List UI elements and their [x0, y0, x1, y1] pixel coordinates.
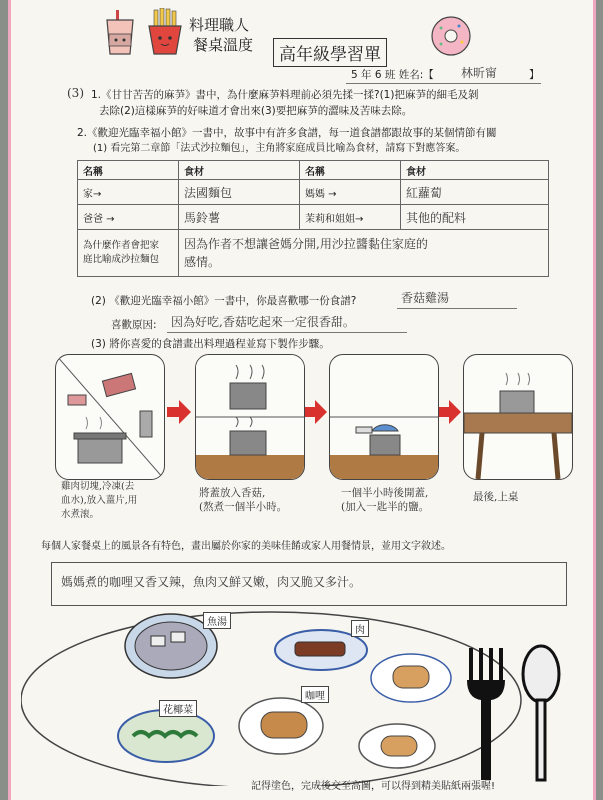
name-underline — [346, 83, 541, 84]
serving-table-drawing — [464, 355, 572, 479]
q1-line-2: 去除(2)這樣麻芛的好味道才會出來(3)要把麻芛的澀味及苦味去除。 — [99, 105, 413, 117]
why-label-cell — [78, 230, 179, 277]
step-caption-3 — [341, 486, 429, 514]
table-cell: 法國麵包 — [179, 180, 300, 205]
q2-sub1: (1) 看完第二章節「法式沙拉麵包」，主角將家庭成員比喻為食材，請寫下對應答案。 — [93, 143, 466, 154]
step-caption-2 — [199, 486, 287, 514]
reason-label: 喜歡原因: — [111, 319, 157, 331]
veg-label: 花椰菜 — [159, 700, 197, 717]
step-caption-4 — [473, 490, 518, 504]
footer-note: 記得塗色，完成後交至高圖，可以得到精美貼紙兩張喔! — [251, 781, 496, 792]
table-cell: 其他的配料 — [401, 205, 549, 230]
worksheet — [8, 0, 596, 800]
q1-score: (3) — [67, 86, 84, 100]
caption-line: (熬煮一個半小時。 — [199, 501, 288, 513]
table-cell: 馬鈴薯 — [179, 205, 300, 230]
why-answer-line: 感情。 — [184, 255, 221, 269]
why-label-line: 庭比喻成沙拉麵包 — [83, 254, 160, 265]
why-label-line: 為什麼作者會把家 — [83, 240, 160, 251]
meat-label: 肉 — [351, 620, 369, 637]
chicken-pot-drawing — [56, 355, 164, 479]
table-cell: 媽媽 → — [300, 180, 401, 205]
table-header: 食材 — [401, 161, 549, 180]
q1-line-1: 1.《甘甘苦苦的麻芛》書中，為什麼麻芛料理前必須先揉一揉?(1)把麻芛的細毛及剝 — [91, 89, 479, 101]
table-header: 名稱 — [78, 161, 179, 180]
donut-icon — [429, 14, 473, 58]
soup-label: 魚湯 — [203, 612, 231, 629]
step-panel-1 — [55, 354, 165, 480]
curry-label: 咖哩 — [301, 686, 329, 703]
page-title: 高年級學習單 — [273, 38, 387, 67]
caption-line: 將蓋放入香菇, — [199, 487, 266, 499]
favorite-recipe-answer: 香菇雞湯 — [401, 291, 450, 305]
q2-sub2: (2) 《歡迎光臨幸福小館》一書中，你最喜歡哪一份食譜? — [91, 295, 357, 307]
table-cell: 茉莉和姐姐→ — [300, 205, 401, 230]
table-header: 名稱 — [300, 161, 401, 180]
caption-line: 水煮滚。 — [61, 509, 100, 520]
pot-salt-drawing — [330, 355, 438, 479]
arrow-right-icon — [439, 400, 461, 424]
why-answer-cell — [179, 230, 549, 277]
q3-prompt: 每個人家餐桌上的風景各有特色，畫出屬於你家的美味佳餚或家人用餐情景，並用文字敘述。 — [41, 541, 451, 552]
table-cell: 爸爸 → — [78, 205, 179, 230]
step-panel-4 — [463, 354, 573, 480]
caption-line: (加入一匙半的鹽。 — [341, 501, 430, 513]
student-name: 林昕甯 — [461, 66, 498, 80]
caption-line: 最後,上桌 — [473, 491, 519, 503]
arrow-right-icon — [167, 400, 191, 424]
q3-answer: 媽媽煮的咖哩又香又辣，魚肉又鮮又嫩，肉又脆又多汁。 — [61, 575, 362, 589]
q2-intro: 2.《歡迎光臨幸福小館》一書中，故事中有許多食譜，每一道食譜都跟故事的某個情節有關 — [77, 127, 497, 139]
favorite-recipe-underline — [397, 308, 517, 309]
step-panel-3 — [329, 354, 439, 480]
caption-line: 雞肉切塊,冷凍(去 — [61, 481, 135, 492]
caption-line: 一個半小時後開蓋, — [341, 487, 429, 499]
name-bracket-close: 】 — [529, 69, 540, 81]
fries-icon — [145, 8, 185, 56]
caption-line: 血水),放入薑片,用 — [61, 495, 138, 506]
pot-with-mushroom-drawing — [196, 355, 304, 479]
q2-sub3: (3) 將你喜愛的食譜畫出料理過程並寫下製作步驟。 — [91, 338, 330, 350]
why-answer-line: 因為作者不想讓爸媽分開,用沙拉醬黏住家庭的 — [184, 237, 428, 251]
brand-line-1: 料理職人 — [189, 16, 250, 34]
arrow-right-icon — [305, 400, 327, 424]
reason-underline — [167, 332, 407, 333]
step-panel-2 — [195, 354, 305, 480]
spoon-icon — [523, 646, 559, 780]
brand-line-2: 餐桌溫度 — [193, 36, 254, 54]
family-ingredient-table — [77, 160, 549, 277]
drink-cup-icon — [103, 10, 137, 56]
table-cell: 家→ — [78, 180, 179, 205]
step-caption-1 — [61, 480, 137, 522]
table-cell: 紅蘿蔔 — [401, 180, 549, 205]
table-header: 食材 — [179, 161, 300, 180]
class-info: 5 年 6 班 姓名:【 — [351, 69, 434, 81]
fork-icon — [467, 648, 505, 780]
reason-answer: 因為好吃,香菇吃起來一定很香甜。 — [171, 315, 355, 329]
